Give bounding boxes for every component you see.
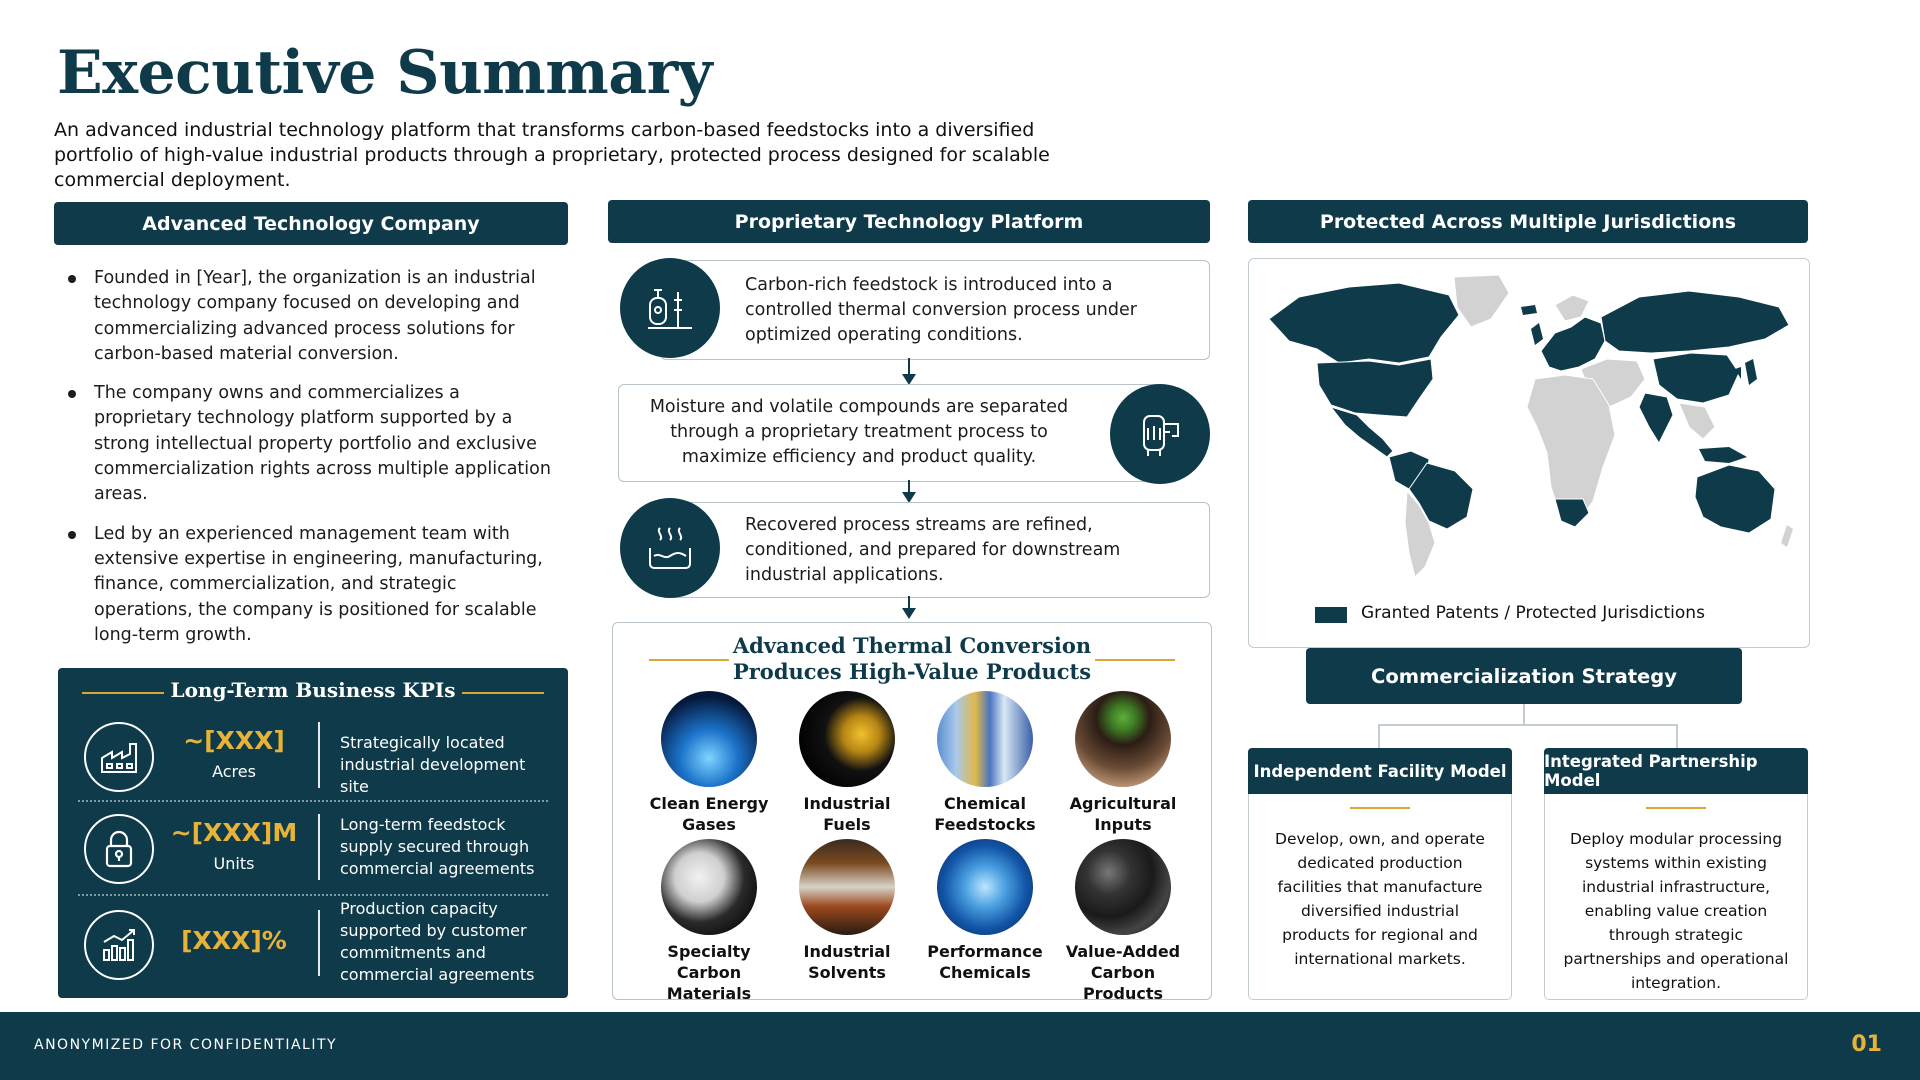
company-bullets xyxy=(58,266,558,662)
process-step-text: Recovered process streams are refined, conditioned, and prepared for downstream industrial applications. xyxy=(745,515,1121,585)
model-card-title: Independent Facility Model xyxy=(1248,748,1512,794)
factory-icon xyxy=(84,722,154,792)
product-clean-energy-gases xyxy=(639,691,779,835)
confidentiality-note: ANONYMIZED FOR CONFIDENTIALITY xyxy=(34,1037,338,1053)
separator-icon xyxy=(1110,384,1210,484)
kpi-description: Production capacity supported by customer commitments and commercial agreements xyxy=(340,899,535,984)
product-label: Specialty xyxy=(667,942,751,961)
process-step xyxy=(660,260,1210,360)
model-card-rule xyxy=(1350,807,1410,809)
product-label: Value-Added xyxy=(1065,942,1181,961)
model-card-title: Integrated Partnership Model xyxy=(1544,748,1808,794)
platform-header: Proprietary Technology Platform xyxy=(608,200,1210,243)
page-subtitle: An advanced industrial technology platform that transforms carbon-based feedstocks into a diversified portfolio of high-value industrial products through a proprietary, protected process designed for scalable commercial deployment. xyxy=(54,119,1050,191)
seedling-image xyxy=(1075,691,1171,787)
product-label: Carbon Products xyxy=(1082,963,1164,1003)
lock-icon xyxy=(84,814,154,884)
process-step xyxy=(618,384,1168,482)
kpi-row xyxy=(78,802,548,890)
product-label: Inputs xyxy=(1094,815,1152,834)
products-title-line: Produces High-Value Products xyxy=(732,659,1092,684)
product-specialty-carbon-materials xyxy=(639,839,779,1004)
products-panel xyxy=(612,622,1212,1003)
footer-bar xyxy=(0,1012,1920,1080)
kpi-description: Long-term feedstock supply secured through commercial agreements xyxy=(340,815,535,878)
product-label: Clean Energy xyxy=(649,794,769,813)
product-industrial-fuels xyxy=(777,691,917,835)
company-bullet: Led by an experienced management team with extensive expertise in engineering, manufacturing, finance, commercialization, and strategic operations, the company is positioned for scalable long-term growth. xyxy=(58,522,558,648)
kpi-separator xyxy=(318,814,320,880)
process-step xyxy=(660,502,1210,598)
product-label: Agricultural xyxy=(1069,794,1177,813)
kpi-panel xyxy=(58,668,568,998)
product-label: Chemical xyxy=(944,794,1026,813)
product-value-added-carbon-products xyxy=(1053,839,1193,1004)
kpi-title: Long-Term Business KPIs xyxy=(170,678,456,702)
kpi-description: Strategically located industrial development site xyxy=(340,733,526,796)
model-card xyxy=(1544,748,1808,1000)
kpi-title-rule xyxy=(462,692,544,694)
product-label: Fuels xyxy=(823,815,871,834)
heat-bath-icon xyxy=(620,498,720,598)
product-label: Gases xyxy=(682,815,736,834)
flow-arrow xyxy=(902,608,916,619)
kpi-separator xyxy=(318,910,320,976)
reactor-icon xyxy=(620,258,720,358)
world-map xyxy=(1259,267,1799,587)
world-map-panel xyxy=(1248,258,1810,648)
products-title-rule xyxy=(1095,659,1175,661)
page-number: 01 xyxy=(1851,1032,1882,1057)
product-label: Feedstocks xyxy=(934,815,1036,834)
product-industrial-solvents xyxy=(777,839,917,983)
product-label: Industrial xyxy=(803,794,891,813)
model-card-body: Develop, own, and operate dedicated production facilities that manufacture diversified industrial products for regional and international markets. xyxy=(1275,830,1485,968)
kpi-separator xyxy=(318,722,320,788)
products-title-line: Advanced Thermal Conversion xyxy=(732,633,1092,658)
legend-label: Granted Patents / Protected Jurisdictions xyxy=(1361,603,1705,623)
kpi-unit: Units xyxy=(213,854,255,873)
model-card-body: Deploy modular processing systems within existing industrial infrastructure, enabling value creation through strategic partnerships and operational integration. xyxy=(1563,830,1789,992)
kpi-unit: Acres xyxy=(212,762,256,781)
bar-chart-icon xyxy=(84,910,154,980)
product-performance-chemicals xyxy=(915,839,1055,983)
kpi-value: [XXX]% xyxy=(181,926,287,955)
product-agricultural-inputs xyxy=(1053,691,1193,835)
kpi-value: ~[XXX] xyxy=(183,726,285,755)
legend-swatch xyxy=(1315,607,1347,623)
model-card-rule xyxy=(1646,807,1706,809)
company-bullet: The company owns and commercializes a proprietary technology platform supported by a strong intellectual property portfolio and exclusive commercialization rights across multiple application areas. xyxy=(58,381,558,507)
company-bullet: Founded in [Year], the organization is an industrial technology company focused on developing and commercializing advanced process solutions for carbon-based material conversion. xyxy=(58,266,558,367)
lab-flasks-image xyxy=(937,691,1033,787)
strategy-connector xyxy=(1378,724,1678,748)
product-label: Chemicals xyxy=(939,963,1031,982)
strategy-header: Commercialization Strategy xyxy=(1306,648,1742,704)
product-label: Performance xyxy=(927,942,1043,961)
solvent-bottle-image xyxy=(799,839,895,935)
kpi-value: ~[XXX]M xyxy=(170,818,298,847)
kpi-row xyxy=(78,710,548,798)
kpi-row xyxy=(78,898,548,986)
carbon-material-image xyxy=(661,839,757,935)
company-header: Advanced Technology Company xyxy=(54,202,568,245)
kpi-divider xyxy=(78,894,548,896)
product-label: Carbon Materials xyxy=(666,963,752,1003)
flame-image xyxy=(661,691,757,787)
process-step-text: Carbon-rich feedstock is introduced into a controlled thermal conversion process under optimized operating conditions. xyxy=(745,275,1137,345)
page-title: Executive Summary xyxy=(57,38,713,108)
product-label: Solvents xyxy=(808,963,886,982)
process-step-text: Moisture and volatile compounds are separated through a proprietary treatment process to maximize efficiency and product quality. xyxy=(649,397,1069,467)
model-card xyxy=(1248,748,1512,1000)
product-label: Industrial xyxy=(803,942,891,961)
coal-image xyxy=(1075,839,1171,935)
jurisdictions-header: Protected Across Multiple Jurisdictions xyxy=(1248,200,1808,243)
strategy-connector-stem xyxy=(1523,704,1525,724)
molecule-image xyxy=(937,839,1033,935)
product-chemical-feedstocks xyxy=(915,691,1055,835)
fuel-nozzle-image xyxy=(799,691,895,787)
